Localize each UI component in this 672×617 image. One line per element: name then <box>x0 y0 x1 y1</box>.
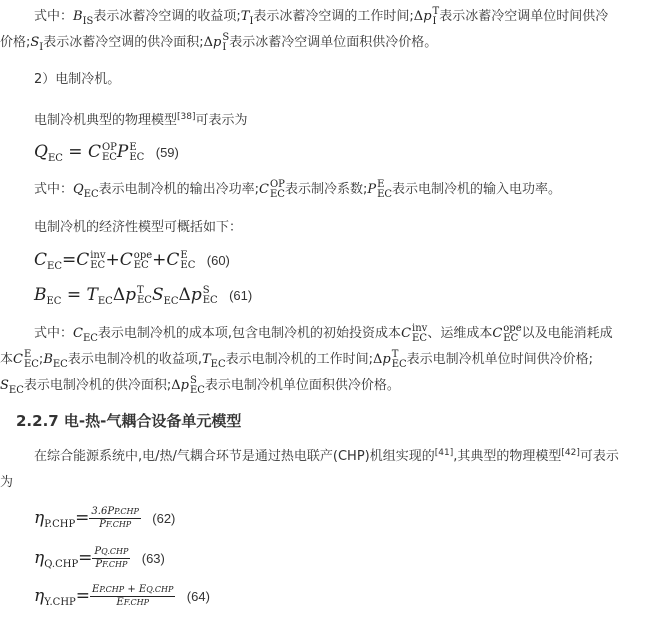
text: 表示制冷系数; <box>284 182 368 197</box>
math-symbol: $T_{EC}$ <box>201 352 226 370</box>
equation-number: (59) <box>155 145 179 160</box>
text: 可表示为 <box>195 113 248 128</box>
equation-59: $Q_{EC} = C$ OP EC P E EC (59) <box>34 141 179 164</box>
text: 表示电制冷机的供冷面积; <box>23 378 172 393</box>
text: 表示电制冷机的输出冷功率; <box>98 182 260 197</box>
math-symbol: C ope EC <box>492 322 522 344</box>
paragraph-7 <box>0 444 668 471</box>
equation-number: (61) <box>229 288 253 303</box>
math-symbol: Δp S EC <box>171 374 205 396</box>
text: 本 <box>0 352 14 367</box>
text: 表示电制冷机的收益项, <box>67 352 202 367</box>
math-symbol: $C_{EC}$ <box>73 326 98 344</box>
text: 表示电制冷机单位时间供冷价格; <box>406 352 594 367</box>
text: 表示冰蓄冷空调的收益项; <box>93 9 241 24</box>
math-symbol: C E EC <box>13 348 39 370</box>
paragraph-6 <box>0 321 668 348</box>
text: 表示电制冷机的工作时间; <box>225 352 373 367</box>
text: 电制冷机典型的物理模型 <box>34 113 178 128</box>
math-symbol: $B_{EC}$ <box>43 352 68 370</box>
paragraph-3 <box>0 108 672 135</box>
paragraph-6-line-2: 本C E EC $;B_{EC}$表示电制冷机的收益项$,T_{EC}$表示电制冷机的工作时间;Δp T EC 表示电制冷机单位时间供冷价格; <box>0 348 594 370</box>
equation-63: $\eta_{Q.CHP}=$ $\frac{\text{PQ.CHP}}{\text{PF.CHP}}$ (63) <box>34 546 165 570</box>
text: 表示电制冷机的输入电功率。 <box>392 182 562 197</box>
text: 表示电制冷机的成本项,包含电制冷机的初始投资成本 <box>97 326 402 341</box>
equation-number: (64) <box>186 589 210 604</box>
paragraph-4 <box>0 177 672 204</box>
equation-number: (63) <box>141 551 165 566</box>
equation-60: $C_{EC}=C$ inv EC +C ope EC +C E EC (60) <box>34 249 230 272</box>
text: 式中： <box>34 326 74 341</box>
math-symbol: Δp T EC <box>372 348 407 370</box>
list-item-2 <box>0 67 672 93</box>
text: 表示冰蓄冷空调的工作时间; <box>253 9 414 24</box>
equation-64: $\eta_{Y.CHP}=$ $\frac{\text{EP.CHP + EQ.CHP}}{\text{EF.CHP}}$ (64) <box>34 584 210 608</box>
math-symbol: Δp T I <box>413 5 440 27</box>
math-symbol: P E EC <box>367 178 393 200</box>
math-symbol: $Q_{EC}$ <box>73 182 99 200</box>
text: 表示冰蓄冷空调单位时间供冷 <box>439 9 609 24</box>
citation[interactable]: [41] <box>434 448 454 458</box>
text: 2）电制冷机。 <box>34 72 121 87</box>
paragraph-6-line-3 <box>0 373 668 400</box>
text: 电制冷机的经济性模型可概括如下： <box>34 220 243 235</box>
citation[interactable]: [38] <box>177 112 196 122</box>
paragraph-5 <box>0 215 672 241</box>
text: 价格; <box>0 35 31 50</box>
text: 表示电制冷机单位面积供冷价格。 <box>204 378 400 393</box>
math-symbol: C OP EC <box>259 178 285 200</box>
equation-number: (62) <box>152 511 176 526</box>
math-symbol: $B_{IS}$ <box>73 9 94 27</box>
text: 可表示 <box>579 449 619 464</box>
math-symbol: Δp S I <box>203 31 230 53</box>
paragraph-1-cont <box>0 30 668 57</box>
text: ,其典型的物理模型 <box>453 449 562 464</box>
math-symbol: $S_I$ <box>30 35 44 53</box>
section-heading: 2.2.7 电-热-气耦合设备单元模型 <box>16 412 242 430</box>
paragraph-1 <box>0 4 668 31</box>
equation-62: $\eta_{P.CHP}=$ $\frac{\text{3.6PP.CHP}}{\text{PF.CHP}}$ (62) <box>34 506 176 530</box>
text: 、运维成本 <box>427 326 493 341</box>
math-symbol: $S_{EC}$ <box>0 378 24 396</box>
text: 表示冰蓄冷空调单位面积供冷价格。 <box>229 35 438 50</box>
equation-number: (60) <box>206 253 230 268</box>
text: 表示冰蓄冷空调的供冷面积; <box>43 35 204 50</box>
text: 在综合能源系统中,电/热/气耦合环节是通过热电联产(CHP)机组实现的 <box>34 449 435 464</box>
text: 式中： <box>34 9 74 24</box>
equation-61: $B_{EC} = T_{EC}\Delta p$ T EC $S_{EC}\Delta p$ S EC (61) <box>34 284 253 307</box>
text: 为 <box>0 475 14 490</box>
text: 式中： <box>34 182 74 197</box>
math-symbol: $T_I$ <box>240 9 254 27</box>
citation[interactable]: [42] <box>561 448 580 458</box>
math-symbol: C inv EC <box>401 322 428 344</box>
paragraph-7-cont <box>0 470 668 496</box>
text: 以及电能消耗成 <box>521 326 613 341</box>
